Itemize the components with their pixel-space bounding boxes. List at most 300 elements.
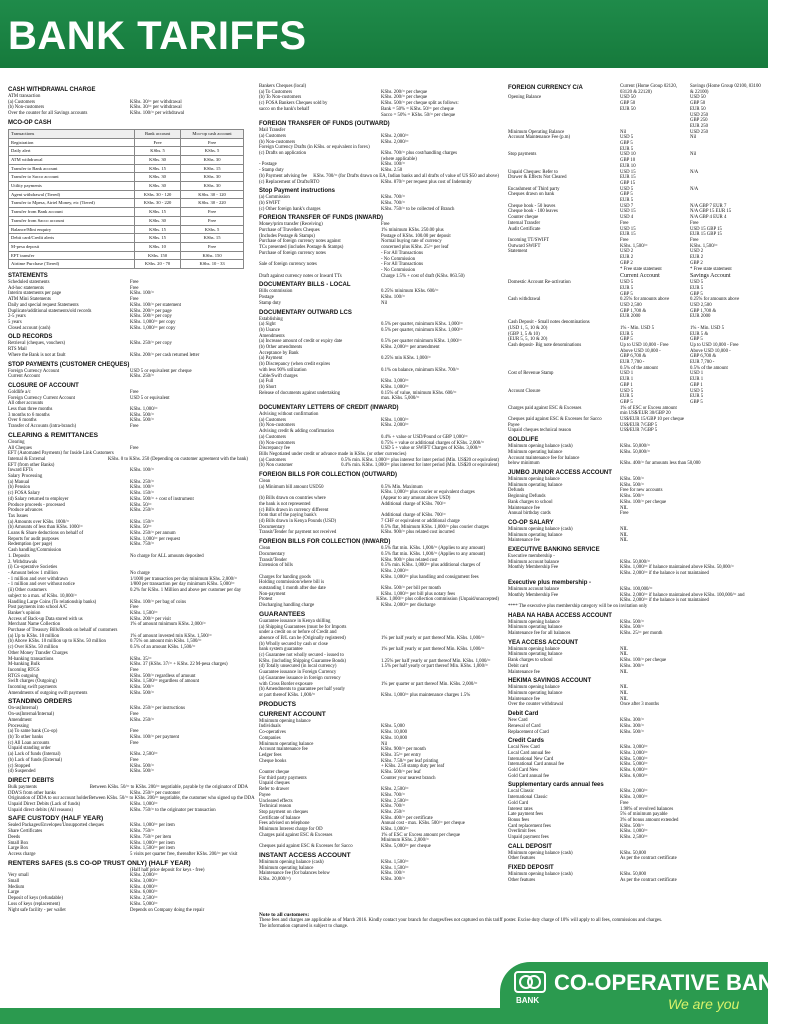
table-cell: KShs. 5 bbox=[181, 147, 244, 156]
tariff-label: (d) Totally unsecured (in local currency) bbox=[259, 664, 337, 670]
tariff-label: Other Money Transfer Charges bbox=[8, 650, 68, 656]
tariff-label: Account Maintenance Fee (p.m) bbox=[508, 135, 571, 141]
tariff-value: NIL bbox=[620, 652, 628, 658]
tariff-value: USD 2 bbox=[690, 249, 704, 255]
tariff-row bbox=[508, 538, 762, 544]
tariff-value: KShs. 30/= per withdrawal bbox=[130, 99, 182, 105]
tariff-row bbox=[508, 835, 762, 841]
section-heading: SAFE CUSTODY (HALF YEAR) bbox=[8, 815, 104, 823]
section-heading: STANDING ORDERS bbox=[8, 698, 72, 706]
tariff-value: Minimum KShs. 2,000/= bbox=[381, 838, 430, 844]
tariff-value: USD 1 bbox=[620, 371, 634, 377]
tariff-label: Ad-hoc statements bbox=[8, 285, 44, 291]
tariff-label: (c) FOSA Bankers Cheques sold by bbox=[259, 101, 328, 107]
tariff-value: Once after 3 months bbox=[620, 702, 660, 708]
tariff-value: concerned plus KShs. 25/= per leaf bbox=[381, 245, 449, 251]
tariff-value: KShs. 100/= bbox=[381, 871, 406, 877]
tariff-value bbox=[690, 428, 762, 434]
tariff-label: Bills Negotiated under credit or advance made in KShs. (or other currencies) bbox=[259, 451, 407, 457]
tariff-value: 1% of ESC or Excess amount per cheque bbox=[381, 832, 460, 838]
header-banner bbox=[0, 0, 768, 68]
tariff-value: KShs. 500/= bbox=[620, 619, 645, 625]
tariff-label: Gold Card bbox=[508, 800, 529, 806]
tariff-label: Postage bbox=[259, 295, 274, 301]
tariff-label: Merchant Name Collection bbox=[8, 622, 61, 628]
tariff-label: Renewal of Card bbox=[508, 723, 541, 729]
tariff-value: KShs. 1,500/= regardless of amount bbox=[130, 679, 200, 685]
tariff-value: KShs. 1,000/= bbox=[620, 829, 648, 835]
tariff-value: KShs. 2,000/= per discharge bbox=[381, 603, 436, 609]
table-cell: M-pesa deposit bbox=[9, 242, 135, 251]
tariff-value: KShs. 500/= bbox=[620, 729, 645, 735]
section-rows bbox=[508, 95, 762, 272]
tariff-row bbox=[508, 856, 762, 862]
tariff-label: (b) Non customer bbox=[259, 463, 293, 469]
tariff-value: KShs. 50/= bbox=[130, 525, 152, 531]
tariff-label: Monthly Membership Fee bbox=[508, 592, 559, 598]
section-heading: DOCUMENTARY LETTERS OF CREDIT (INWARD) bbox=[259, 405, 399, 412]
tariff-value: EUR 50 bbox=[690, 106, 706, 112]
table-row bbox=[9, 260, 244, 269]
tariff-label: (b) To Non-customers bbox=[259, 95, 302, 101]
tariff-value: 0.25% min KShs. 1,000/= bbox=[381, 356, 431, 362]
tariff-label: (b) Discrepancy (when credit expires bbox=[259, 362, 331, 368]
tariff-value: GBP 50 bbox=[690, 101, 706, 107]
table-row bbox=[9, 173, 244, 182]
tariff-label: (a) Manual bbox=[8, 479, 30, 485]
tariff-value: NIL bbox=[620, 505, 628, 511]
tariff-value: 0.5% per quarter minimum KShs. 1,000/= bbox=[381, 339, 462, 345]
tariff-value: 0.75% on amount min KShs. 1,500/= bbox=[130, 639, 202, 645]
tariff-label: Clean bbox=[259, 479, 271, 485]
section-heading: HEKIMA SAVINGS ACCOUNT bbox=[508, 678, 592, 685]
tariff-label: Gold Card annual fee bbox=[508, 773, 550, 779]
section-heading: Stop Payment instructions bbox=[259, 188, 336, 195]
tariff-value: KShs. 1,000/= plus maintenance charges 1.5% bbox=[381, 692, 471, 698]
tariff-label: (b) Above KShs. 10 million up to KShs. 50 million bbox=[8, 639, 106, 645]
tariff-label: Companies bbox=[259, 735, 281, 741]
tariff-value: KShs. 700/= bbox=[381, 804, 406, 810]
tariff-value: 0.1% on balance, minimum KShs. 700/= bbox=[381, 367, 460, 373]
table-cell: KShs. 30 - 120 bbox=[134, 190, 180, 199]
column-1 bbox=[8, 84, 255, 1010]
tariff-label: Domestic Account Re-activation bbox=[508, 280, 571, 286]
tariff-value: NIL bbox=[620, 532, 628, 538]
section-rows bbox=[8, 868, 248, 914]
tariff-label: under a credit on or before of Credit and bbox=[259, 630, 337, 636]
tariff-value: EUR 5 bbox=[690, 285, 704, 291]
tariff-label: Foreign Currency Current Account bbox=[8, 395, 76, 401]
section-rows bbox=[259, 84, 499, 118]
tariff-value: EUR 1 bbox=[690, 377, 704, 383]
tariff-label: Payee bbox=[508, 422, 520, 428]
table-cell: KShs. 30 bbox=[134, 155, 180, 164]
tariff-value: USD 50 bbox=[620, 95, 636, 101]
tariff-value: Free bbox=[130, 285, 139, 291]
tariff-label: outstanding 1 month after due date bbox=[259, 586, 326, 592]
tariff-value: NIL bbox=[620, 526, 628, 532]
column-3 bbox=[508, 84, 762, 904]
table-cell: Free bbox=[134, 138, 180, 147]
logo-bank-label: BANK bbox=[516, 996, 540, 1005]
section-heading: DOCUMENTARY OUTWARD LCS bbox=[259, 309, 352, 316]
tariff-value: NIL bbox=[620, 696, 628, 702]
tariff-label: Transit/Tender bbox=[259, 557, 287, 563]
tariff-value: KShs. 250/= bbox=[130, 479, 155, 485]
tariff-value: EUR 2 bbox=[620, 255, 634, 261]
tariff-value: 0.5% flat min. KShs. 1,000/= (Applies to any amount) bbox=[381, 546, 486, 552]
tariff-label: Purchase of Treasury Bills/Bonds on behalf of customers bbox=[8, 628, 118, 634]
tariff-value: KShs. 700/= (for Drafts drawn on EA, Indian banks and all drafts of value of US $50 and above) bbox=[313, 173, 499, 179]
tariff-row bbox=[259, 877, 499, 883]
tariff-value: - No Commission bbox=[381, 267, 416, 273]
tariff-value: EUR 2 bbox=[690, 255, 704, 261]
section-heading: GOLDLIFE bbox=[508, 437, 539, 444]
tariff-value: KShs. 1,500/= per item bbox=[130, 846, 175, 852]
table-header-row bbox=[9, 129, 244, 138]
tariff-label: Holding commission/where bill is bbox=[259, 580, 325, 586]
tariff-label: Ledger fees bbox=[259, 752, 282, 758]
tariff-value: KShs. 500/= bbox=[130, 763, 155, 769]
tariff-value: GBP 5 bbox=[620, 291, 633, 297]
tariff-value: KShs. 500/= bbox=[130, 690, 155, 696]
tariff-label: Transfer of Accounts (intra-branch) bbox=[8, 424, 77, 430]
tariff-value: KShs. 1,000/= bbox=[381, 827, 409, 833]
table-cell: Airtime Purchase (Tiered) bbox=[9, 260, 135, 269]
section-rows bbox=[259, 479, 499, 536]
tariff-label: (b) Pension bbox=[8, 485, 30, 491]
tariff-label: Replacement of Card bbox=[508, 729, 549, 735]
tariff-value: EUR 1 bbox=[620, 377, 634, 383]
tariff-row bbox=[259, 301, 499, 307]
tariff-label: EFT (from other Banks) bbox=[8, 462, 55, 468]
tariff-value: KShs. 3,000/= bbox=[130, 879, 158, 885]
tariff-value: KShs. 150/= bbox=[130, 519, 155, 525]
tariff-label: Over the counter withdrawal bbox=[508, 702, 564, 708]
tariff-label: Access of Back-up Data stored with us bbox=[8, 616, 83, 622]
tariff-value: KShs. 2,500/= bbox=[381, 787, 409, 793]
customer-note bbox=[259, 912, 759, 930]
tariff-value: KShs. 3,000/= bbox=[620, 745, 648, 751]
tariff-value: KShs. 1,500/= bbox=[381, 859, 409, 865]
tariff-label: Scheduled statements bbox=[8, 280, 50, 286]
tariff-label: (USD 1, 5, 10 & 20) bbox=[508, 325, 548, 331]
table-cell: ATM withdrawal bbox=[9, 155, 135, 164]
tariff-label: RTS Mail bbox=[8, 347, 27, 353]
tariff-label: Account Closure bbox=[508, 388, 541, 394]
tariff-value: KShs. 2,000/= if balance maintained above KShs. 100,000/= and bbox=[620, 592, 745, 598]
tariff-value: 0.5% flat, Minimum KShs. 1,000/= plus courier charges bbox=[381, 524, 489, 530]
tariff-label: Minimum opening balance bbox=[259, 718, 311, 724]
tariff-label: Large Box bbox=[8, 846, 29, 852]
tariff-label: Minimum account balance bbox=[508, 586, 560, 592]
tariff-value: Up to USD 10,000 - Free bbox=[690, 342, 739, 348]
tariff-label: Cheque books bbox=[259, 758, 287, 764]
tariff-row bbox=[508, 461, 762, 467]
tariff-value: KShs. 3,000/= bbox=[620, 795, 648, 801]
tariff-value: GBP 2 bbox=[690, 260, 703, 266]
tariff-label: 2. Withdrawals bbox=[8, 559, 38, 565]
tariff-label: Co-operatives bbox=[259, 730, 286, 736]
tariff-row bbox=[8, 769, 248, 775]
tariff-label: Unpaid payment fees bbox=[508, 835, 549, 841]
section-heading: FIXED DEPOSIT bbox=[508, 865, 554, 872]
tariff-value: USD 5 bbox=[690, 280, 704, 286]
tariff-value: KShs. 0 to KShs. 250 (Depending on customer agreement with the bank) bbox=[107, 456, 248, 462]
section-heading: Debit Card bbox=[508, 711, 539, 718]
section-rows bbox=[259, 317, 499, 403]
tariff-label: Interim statements per page bbox=[8, 291, 62, 297]
tariff-label: - Amount below 1 million bbox=[8, 571, 58, 576]
tariff-value: N/A GBP 4 EUR 4 bbox=[690, 215, 727, 221]
section-heading: OLD RECORDS bbox=[8, 334, 53, 341]
section-rows bbox=[8, 369, 248, 380]
tariff-value: KShs. 500/= bbox=[130, 769, 155, 775]
tariff-label: (b) Amendments to guarantee per half yearly bbox=[259, 687, 346, 693]
tariff-value: KShs. 50,000 bbox=[620, 850, 646, 856]
tariff-label: - Postage bbox=[259, 162, 277, 168]
tariff-value: KShs. 750/= to be collected of Branch bbox=[381, 206, 455, 212]
tariff-value: 0.5% min. KShs. 1,000/= plus additional charges of bbox=[381, 563, 481, 569]
tariff-label: Minimum account balance bbox=[508, 559, 560, 565]
tariff-value: EUR 15 GBP 15 bbox=[690, 232, 722, 238]
tariff-value: GBP 50 bbox=[620, 101, 636, 107]
tariff-value: Bank = 50% = KShs. 50/= per cheque bbox=[381, 106, 454, 112]
tariff-label: Cash handling/Commission bbox=[8, 548, 62, 554]
tariff-label: Charges paid against ESC & Excesses bbox=[508, 405, 582, 411]
tariff-label: Defunds bbox=[508, 488, 525, 494]
tariff-value: KShs. 10,000 bbox=[381, 730, 407, 736]
tariff-value: KShs. 1,000/= plus collection commission (Unpaid/unaccepted) bbox=[376, 597, 499, 603]
tariff-value: GBP 1,700 & bbox=[690, 308, 717, 314]
tariff-label: (a) Up to KShs. 10 million bbox=[8, 633, 60, 639]
tariff-value: KShs. 700/= bbox=[381, 200, 406, 206]
section-heading: JUMBO JUNIOR ACCESS ACCOUNT bbox=[508, 470, 612, 476]
tariff-label: Swift charges (Outgoing) bbox=[8, 679, 57, 685]
section-heading: Credit Cards bbox=[508, 738, 545, 745]
tariff-value: KShs. 50,000/= bbox=[620, 449, 651, 455]
tariff-value: USD 7 bbox=[620, 203, 634, 209]
tariff-value: USD 5 bbox=[690, 388, 704, 394]
tariff-row bbox=[508, 878, 762, 884]
section-rows bbox=[259, 195, 499, 212]
tariff-label: TCs presented (includes Postage & Stamps) bbox=[259, 245, 344, 251]
tariff-label: (b) To other banks bbox=[8, 734, 44, 740]
tariff-value: KShs. 250/= per copy bbox=[130, 341, 172, 347]
tariff-label: Sealed Packages/Envelopes/Unsupported cheques bbox=[8, 823, 104, 829]
table-cell: KShs. 5 bbox=[181, 225, 244, 234]
section-heading: STOP PAYMENTS (CUSTOMER CHEQUES) bbox=[8, 361, 130, 368]
table-cell: Free bbox=[181, 208, 244, 217]
section-heading: CO-OP SALARY bbox=[508, 519, 554, 526]
tariff-value: KShs. 30/= per withdrawal bbox=[130, 105, 182, 111]
tariff-label: Fees advised on telephone bbox=[259, 821, 310, 827]
tariff-value: Between KShs. 50/= to KShs. 200/= negotiable, payable by the originator of DDA bbox=[89, 784, 248, 790]
tariff-value: GBP 5 bbox=[690, 291, 703, 297]
section-heading: CURRENT ACCOUNT bbox=[259, 710, 326, 718]
tariff-label bbox=[508, 571, 620, 577]
tariff-label: (a) Customers bbox=[259, 133, 287, 139]
tariff-label: Encashment of Third party bbox=[508, 186, 560, 192]
tariff-label: (a) Customers bbox=[259, 434, 287, 440]
tariff-value: No charge for ALL amounts deposited bbox=[130, 553, 204, 559]
tariff-value: KShs. 1,000/= if balance maintained above KShs. 50,000/= bbox=[620, 565, 734, 571]
section-rows bbox=[508, 789, 762, 840]
tariff-label: Executive membership - bbox=[508, 554, 555, 560]
tariff-value: Free bbox=[130, 757, 139, 763]
tariff-value: KShs. 3,000/= bbox=[620, 750, 648, 756]
tariff-value: KShs. 150/= bbox=[130, 491, 155, 497]
tariff-value bbox=[620, 604, 690, 610]
tariff-value: 1% minimum KShs. 250.00 plus bbox=[381, 228, 444, 234]
tariff-value: Counter your nearest branch bbox=[381, 775, 436, 781]
tariff-label: Over 6 months bbox=[8, 418, 37, 424]
tariff-label: (c) Over KShs. 50 million bbox=[8, 645, 58, 651]
tariff-value: EUR 5 bbox=[620, 198, 634, 204]
tariff-value: KShs. 10,000 bbox=[381, 735, 407, 741]
tariff-value: KShs. 250/= bbox=[130, 717, 155, 723]
section-rows bbox=[259, 289, 499, 306]
tariff-value: Free bbox=[620, 220, 629, 226]
tariff-value: NIL bbox=[620, 669, 628, 675]
section-heading: YEA ACCESS ACCOUNT bbox=[508, 639, 579, 646]
tariff-label: ATM Mini Statements bbox=[8, 297, 51, 303]
tariff-value: KShs. 500/= per leaf bbox=[381, 770, 421, 776]
table-row bbox=[9, 234, 244, 243]
tariff-value: US$/EUR 7/GBP 5 bbox=[620, 428, 658, 434]
tariff-label: Incoming TT/SWIFT bbox=[508, 237, 550, 243]
tariff-value: GBP 5 bbox=[690, 399, 703, 405]
tariff-value: 0.5% of an amount KShs. 1,500/= bbox=[130, 645, 196, 651]
tariff-value: min US$/EUR 30/GBP 20 bbox=[620, 411, 671, 417]
tariff-label: (a) Minimum bill amount USD50 bbox=[259, 484, 324, 490]
tariff-label: Minimum operating balance bbox=[508, 532, 563, 538]
tariff-value: KShs. 500/= bbox=[620, 482, 645, 488]
tariff-value: 1% per half yearly or part thereof Min. KShs. 1,000/= bbox=[381, 635, 485, 641]
tariff-label: (b) Non-customers bbox=[259, 139, 296, 145]
tariff-value: KShs. 500/= bbox=[620, 823, 645, 829]
note-text: These fees and charges are applicable as of March 2016. Kindly contact your branch for charges/fees not captured on this tariff poster. Excise duty charge of 10% will apply to all fees, commissions and charges. bbox=[259, 918, 663, 923]
tariff-label: Guarantee issuance in Foreign Currency bbox=[259, 670, 337, 676]
tariff-value: GBP 5 bbox=[620, 192, 633, 198]
account-type-header bbox=[508, 272, 762, 280]
tariff-label: Card replacement fees bbox=[508, 823, 551, 829]
tariff-value: 0.15% of value, minimum KShs. 600/= bbox=[381, 390, 457, 396]
section-heading: Supplementary cards annual fees bbox=[508, 782, 604, 789]
tariff-value: Free bbox=[130, 740, 139, 746]
tariff-value: KShs. 1,000/= per item bbox=[130, 823, 175, 829]
tariff-label: (a) Lack of funds (Internal) bbox=[8, 752, 61, 758]
table-row bbox=[9, 251, 244, 260]
tariff-value: KShs. 50,000/= bbox=[620, 444, 651, 450]
section-rows bbox=[259, 546, 499, 609]
tariff-label: Minimum Interest charge for OD bbox=[259, 827, 323, 833]
table-cell: Transfer to Sacco account bbox=[9, 173, 135, 182]
tariff-label: Beginning Defunds bbox=[508, 494, 546, 500]
tariff-value: KShs. 2,500/= bbox=[130, 896, 158, 902]
tariff-value: KShs. 2,000/= bbox=[381, 568, 409, 574]
table-cell: Transfer from Bank account bbox=[9, 208, 135, 217]
tariff-value: 0.5% of the amount bbox=[690, 365, 728, 371]
tariff-label: Bills commission bbox=[259, 289, 293, 295]
table-cell: KShs. 30 - 220 bbox=[181, 199, 244, 208]
tariff-label: Payee bbox=[259, 792, 271, 798]
tariff-value: 1% per quarter or part thereof Min. KShs. 2,000/= bbox=[381, 681, 478, 687]
tariff-label: Local Classic bbox=[508, 789, 534, 795]
tariff-value: EUR 50 bbox=[620, 106, 636, 112]
tariff-label: Discharging handling charge bbox=[259, 603, 315, 609]
tariff-label: Tax Issues bbox=[8, 513, 29, 519]
tariff-value: N/A GBP 15 EUR 15 bbox=[690, 209, 732, 215]
table-cell: EFT transfer bbox=[9, 251, 135, 260]
tariff-label: Stamp duty bbox=[259, 300, 281, 306]
tariff-row bbox=[259, 180, 499, 186]
tariff-value: GBP 1,700 & bbox=[620, 308, 647, 314]
tariff-row bbox=[259, 207, 499, 213]
tariff-label: All other accounts bbox=[8, 401, 44, 407]
tariff-label: Loans & Share deductions on behalf of bbox=[8, 531, 84, 537]
tariff-value: KShs. 1,000/= per copy bbox=[130, 319, 176, 325]
tariff-label: - Stamp duty bbox=[259, 168, 284, 174]
tariff-label: with less 90% utilization bbox=[259, 367, 307, 373]
tariff-label: Minimum Operating Balance bbox=[508, 129, 565, 135]
table-cell: Agent withdrawal (Tiered) bbox=[9, 190, 135, 199]
section-rows bbox=[508, 444, 762, 467]
tariff-value: 0.4% + value or USD/Pound or GBP 1,000/= bbox=[381, 434, 468, 440]
section-heading: FOREIGN BILLS FOR COLLECTION (INWARD) bbox=[259, 539, 391, 546]
tariff-label: Clean bbox=[259, 546, 271, 552]
tariff-value: 1% of amount minimum KShs. 2,000/= bbox=[130, 622, 206, 628]
note-text: The information captured is subject to change. bbox=[259, 924, 349, 929]
table-row bbox=[9, 208, 244, 217]
tariff-label: Maintenance fee bbox=[508, 505, 540, 511]
tariff-value: Free bbox=[620, 511, 629, 517]
table-cell: KShs. 30 bbox=[134, 182, 180, 191]
tariff-value: (where applicable) bbox=[381, 156, 417, 162]
tariff-value: KShs. 50,000 bbox=[620, 872, 646, 878]
tariff-label: Retrieval (cheques, vouchers) bbox=[8, 341, 66, 347]
tariff-label: (a) To same bank (Co-op) bbox=[8, 729, 58, 735]
section-heading: INSTANT ACCESS ACCOUNT bbox=[259, 851, 351, 859]
tariff-value: KShs. 500/= bbox=[620, 494, 645, 500]
tariff-value: Between KShs. 50/= to KShs. 200/= negotiable, the customer who signed up the DDA bbox=[88, 796, 255, 802]
tariff-value: USD 5 bbox=[620, 186, 634, 192]
tariff-value: EUR 5 bbox=[620, 331, 634, 337]
tariff-value: - For All Transactions bbox=[381, 262, 423, 268]
table-row bbox=[9, 147, 244, 156]
tariff-value: EUR 7,700 - bbox=[620, 360, 645, 366]
tariff-label: Minimum opening balance (cash) bbox=[508, 444, 573, 450]
section-heading: MCO-OP CASH bbox=[8, 119, 52, 126]
tariff-row bbox=[8, 424, 248, 430]
tariff-value: EUR 5 bbox=[620, 146, 634, 152]
tariff-row bbox=[508, 670, 762, 676]
tariff-label: Less than three months bbox=[8, 407, 53, 413]
tariff-value: KShs. 250/= bbox=[130, 374, 155, 380]
tariff-label: Minimum operating balance bbox=[508, 625, 563, 631]
tariff-label: Transit/Tender for payment not received bbox=[259, 530, 337, 536]
tariff-label: International New Card bbox=[508, 756, 554, 762]
tariff-value: Free for new accounts bbox=[620, 488, 663, 494]
tariff-label: Incoming swift payments bbox=[8, 685, 57, 691]
tariff-value: Free bbox=[130, 280, 139, 286]
tariff-value: (Appear to any amount above USD) bbox=[381, 496, 451, 502]
section-rows bbox=[508, 872, 762, 883]
tariff-label: (b) Usance bbox=[259, 327, 280, 333]
tariff-value: KShs. 500/= bbox=[130, 418, 155, 424]
tariff-label: (a) Customers bbox=[259, 417, 287, 423]
tariff-value: USD 15 bbox=[620, 209, 636, 215]
